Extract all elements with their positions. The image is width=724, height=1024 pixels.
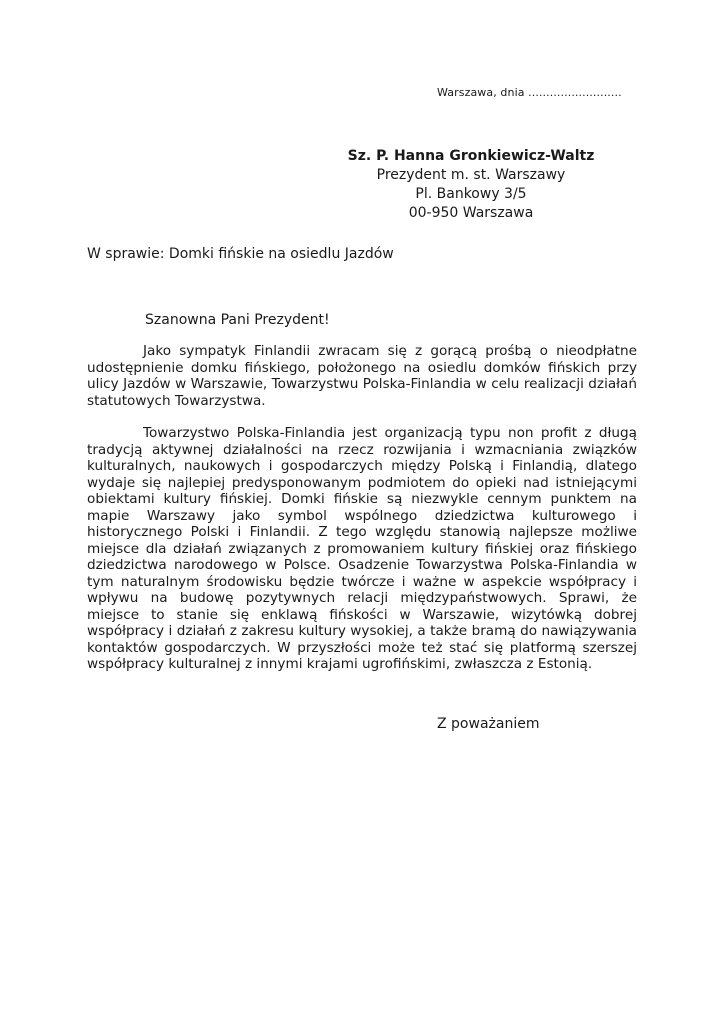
recipient-block bbox=[330, 147, 612, 223]
subject-line: W sprawie: Domki fińskie na osiedlu Jazdów bbox=[87, 246, 394, 262]
closing: Z poważaniem bbox=[437, 716, 540, 732]
body-paragraph: Towarzystwo Polska-Finlandia jest organizacją typu non profit z długą tradycją aktywnej działalności na rzecz rozwijania i wzmacniania związków kulturalnych, naukowych i gospodarczych między Polską i Finlandią, dlatego wydaje się najlepiej predysponowanym podmiotem do opieki nad istniejącymi obiektami kultury fińskiej. Domki fińskie są niezwykle cennym punktem na mapie Warszawy jako symbol wspólnego dziedzictwa kulturowego i historycznego Polski i Finlandii. Z tego względu stanowią najlepsze możliwe miejsce dla działań związanych z promowaniem kultury fińskiej oraz fińskiego dziedzictwa narodowego w Polsce. Osadzenie Towarzystwa Polska-Finlandia w tym naturalnym środowisku będzie twórcze i ważne w aspekcie współpracy i wpływu na budowę pozytywnych relacji międzypaństwowych. Sprawi, że miejsce to stanie się enklawą fińskości w Warszawie, wizytówką dobrej współpracy i działań z zakresu kultury wysokiej, a także bramą do nawiązywania kontaktów gospodarczych. W przyszłości może też stać się platformą szerszej współpracy kulturalnej z innymi krajami ugrofińskimi, zwłaszcza z Estonią. bbox=[87, 425, 637, 672]
letter-body bbox=[87, 343, 637, 689]
recipient-title: Prezydent m. st. Warszawy bbox=[376, 167, 566, 183]
recipient-city: 00-950 Warszawa bbox=[408, 205, 534, 221]
recipient-name: Sz. P. Hanna Gronkiewicz-Waltz bbox=[347, 148, 595, 164]
recipient-street: Pl. Bankowy 3/5 bbox=[415, 186, 527, 202]
salutation: Szanowna Pani Prezydent! bbox=[145, 312, 330, 328]
date-line: Warszawa, dnia .......................... bbox=[437, 86, 622, 99]
body-paragraph: Jako sympatyk Finlandii zwracam się z gorącą prośbą o nieodpłatne udostępnienie domku fińskiego, położonego na osiedlu domków fińskich przy ulicy Jazdów w Warszawie, Towarzystwu Polska-Finlandia w celu realizacji działań statutowych Towarzystwa. bbox=[87, 343, 637, 409]
